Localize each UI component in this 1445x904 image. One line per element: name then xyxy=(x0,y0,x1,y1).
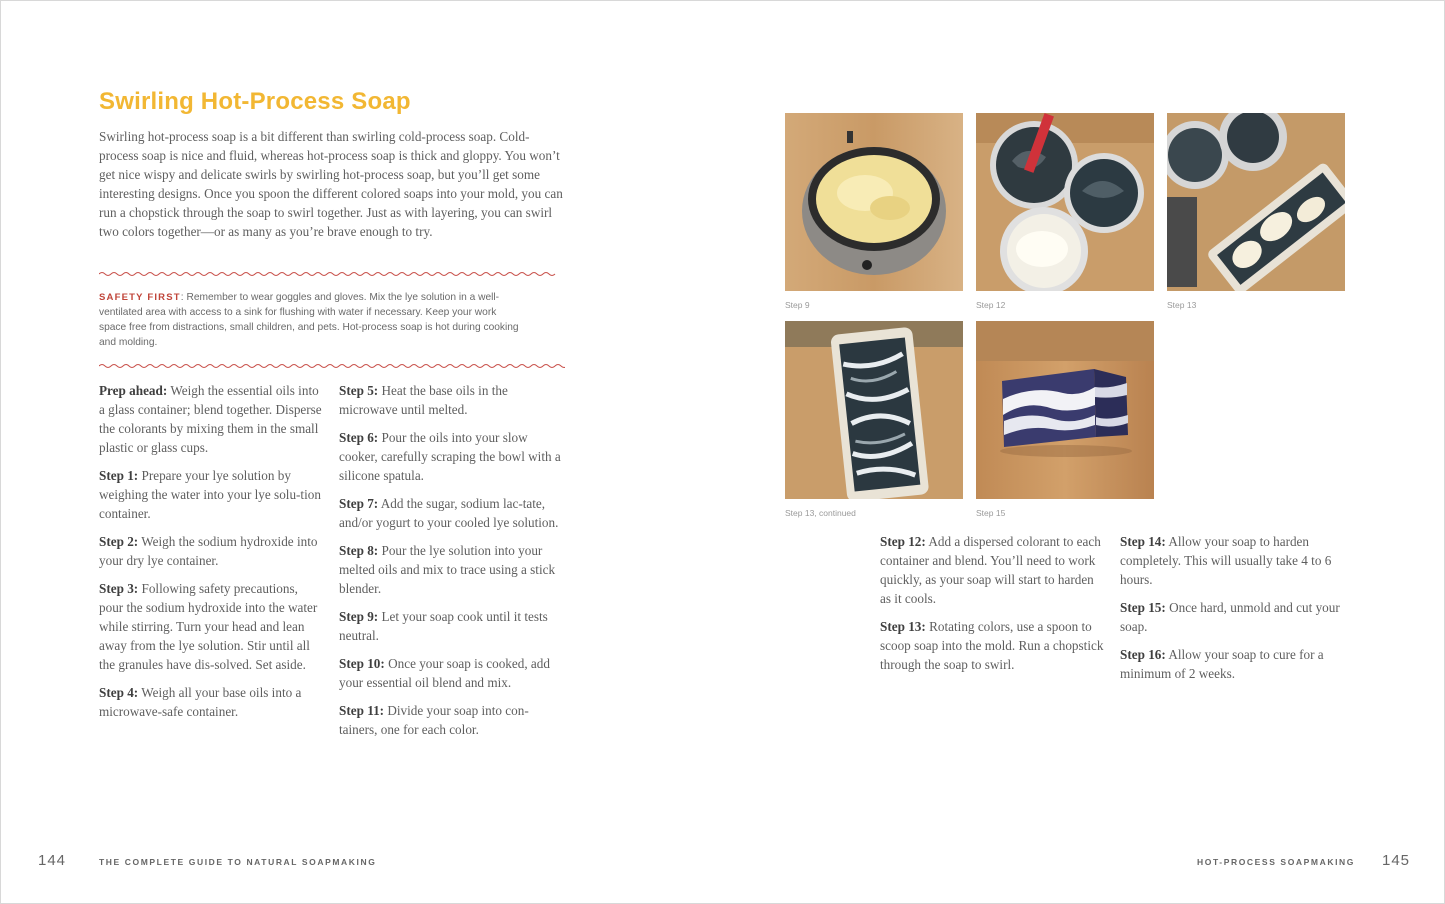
step-label: Step 11: xyxy=(339,703,385,718)
wavy-divider-top xyxy=(99,270,565,278)
step-label: Step 8: xyxy=(339,543,379,558)
step-text: Divide your soap into con-tainers, one for each color. xyxy=(339,703,529,737)
step-paragraph xyxy=(99,466,323,523)
caption-step-13: Step 13 xyxy=(1167,300,1197,310)
step-text: Add a dispersed colorant to each container and blend. You’ll need to work quickly, as your soap will start to harden as it cools. xyxy=(880,534,1101,606)
caption-step-13-continued: Step 13, continued xyxy=(785,508,856,518)
step-paragraph xyxy=(880,617,1106,674)
step-label: Step 1: xyxy=(99,468,139,483)
step-text: Following safety precautions, pour the sodium hydroxide into the water while stirring. Turn your head and lean away from the lye solution. Stir until all the granules have dis-solved. Set aside. xyxy=(99,581,318,672)
step-text: Once hard, unmold and cut your soap. xyxy=(1120,600,1340,634)
step-label: Step 14: xyxy=(1120,534,1166,549)
step-label: Step 6: xyxy=(339,430,379,445)
left-steps-column-1 xyxy=(99,381,323,730)
step-label: Step 9: xyxy=(339,609,379,624)
step-paragraph xyxy=(339,607,565,645)
step-paragraph xyxy=(99,532,323,570)
step-label: Prep ahead: xyxy=(99,383,168,398)
step-paragraph xyxy=(339,494,565,532)
safety-note xyxy=(99,290,519,350)
step-paragraph xyxy=(339,428,565,485)
step-label: Step 2: xyxy=(99,534,139,549)
right-steps-column-1 xyxy=(880,532,1106,683)
step-text: Weigh the essential oils into a glass container; blend together. Disperse the colorants by mixing them in the small plastic or glass cups. xyxy=(99,383,322,455)
step-label: Step 12: xyxy=(880,534,926,549)
step-text: Add the sugar, sodium lac-tate, and/or yogurt to your cooled lye solution. xyxy=(339,496,559,530)
step-paragraph xyxy=(339,701,565,739)
left-steps-column-2 xyxy=(339,381,565,748)
step-text: Once your soap is cooked, add your essential oil blend and mix. xyxy=(339,656,550,690)
running-head-right: HOT-PROCESS SOAPMAKING xyxy=(1197,857,1355,867)
step-paragraph xyxy=(1120,532,1340,589)
step-label: Step 4: xyxy=(99,685,139,700)
running-head-left: THE COMPLETE GUIDE TO NATURAL SOAPMAKING xyxy=(99,857,377,867)
page-number-right: 145 xyxy=(1382,852,1411,869)
step-paragraph xyxy=(99,579,323,674)
step-text: Pour the lye solution into your melted oils and mix to trace using a stick blender. xyxy=(339,543,556,596)
intro-paragraph: Swirling hot-process soap is a bit different than swirling cold-process soap. Cold-process soap is nice and fluid, whereas hot-process soap is thick and gloppy. You won’t get nice wispy and delicate swirls by swirling hot-process soap, but you’ll get some interesting designs. Once you spoon the different colored soaps into your mold, you can run a chopstick through the soap to swirl together. Just as with layering, you can swirl two colors together—or as many as you’re brave enough to try. xyxy=(99,129,563,239)
step-text: Weigh all your base oils into a microwave-safe container. xyxy=(99,685,302,719)
step-text: Allow your soap to cure for a minimum of 2 weeks. xyxy=(1120,647,1324,681)
safety-text: : Remember to wear goggles and gloves. Mix the lye solution in a well-ventilated area with access to a sink for flushing with water if necessary. Keep your work space free from distractions, small children, and pets. Hot-process soap is hot during cooking and molding. xyxy=(99,292,519,348)
step-paragraph xyxy=(339,541,565,598)
wavy-divider-bottom xyxy=(99,362,565,370)
caption-step-15: Step 15 xyxy=(976,508,1006,518)
step-paragraph xyxy=(1120,598,1340,636)
step-text: Pour the oils into your slow cooker, carefully scraping the bowl with a silicone spatula. xyxy=(339,430,561,483)
step-paragraph xyxy=(339,654,565,692)
step-paragraph xyxy=(99,381,323,457)
step-paragraph xyxy=(1120,645,1340,683)
caption-step-12: Step 12 xyxy=(976,300,1006,310)
step-text: Heat the base oils in the microwave until melted. xyxy=(339,383,508,417)
step-label: Step 3: xyxy=(99,581,139,596)
step-text: Allow your soap to harden completely. This will usually take 4 to 6 hours. xyxy=(1120,534,1332,587)
page-title: Swirling Hot-Process Soap xyxy=(99,88,411,115)
step-text: Let your soap cook until it tests neutral. xyxy=(339,609,548,643)
step-label: Step 7: xyxy=(339,496,379,511)
safety-label: SAFETY FIRST xyxy=(99,292,181,303)
step-label: Step 16: xyxy=(1120,647,1166,662)
photo-step-13-continued xyxy=(785,321,963,499)
photo-step-12 xyxy=(976,113,1154,291)
page-number-left: 144 xyxy=(38,852,67,869)
step-label: Step 13: xyxy=(880,619,926,634)
step-label: Step 15: xyxy=(1120,600,1166,615)
step-text: Prepare your lye solution by weighing the water into your lye solu-tion container. xyxy=(99,468,321,521)
photo-step-9 xyxy=(785,113,963,291)
step-paragraph xyxy=(99,683,323,721)
photo-step-15 xyxy=(976,321,1154,499)
step-paragraph xyxy=(339,381,565,419)
right-steps-column-2 xyxy=(1120,532,1340,692)
step-label: Step 5: xyxy=(339,383,379,398)
step-text: Weigh the sodium hydroxide into your dry lye container. xyxy=(99,534,318,568)
step-label: Step 10: xyxy=(339,656,385,671)
caption-step-9: Step 9 xyxy=(785,300,810,310)
step-paragraph xyxy=(880,532,1106,608)
step-text: Rotating colors, use a spoon to scoop soap into the mold. Run a chopstick through the soap to swirl. xyxy=(880,619,1104,672)
photo-step-13 xyxy=(1167,113,1345,291)
